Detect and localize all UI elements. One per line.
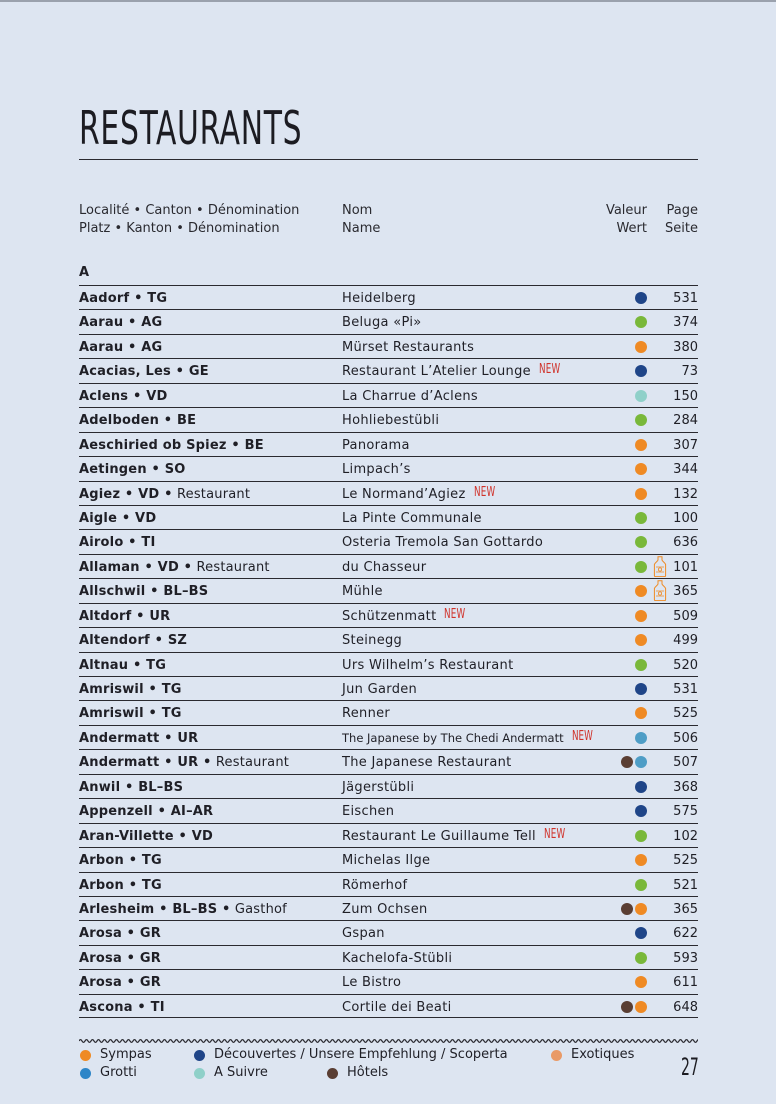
hotels-dot-icon <box>621 903 633 915</box>
locality-cell <box>79 657 166 674</box>
restaurant-name: Limpach’s <box>342 462 411 478</box>
locality-text: Allschwil • BL–BS <box>79 584 209 600</box>
legend-label-hotels: Hôtels <box>347 1065 389 1080</box>
table-row <box>79 749 698 773</box>
restaurant-name-cell <box>342 339 474 356</box>
legend-label-sympas: Sympas <box>100 1047 152 1062</box>
table-row <box>79 896 698 920</box>
restaurant-name-cell <box>342 877 407 894</box>
denomination-text: Restaurant <box>172 486 251 502</box>
table-row <box>79 603 698 627</box>
locality-cell <box>79 925 161 942</box>
table-row <box>79 481 698 505</box>
denomination-text: Gasthof <box>230 901 287 917</box>
restaurant-name: Panorama <box>342 437 410 453</box>
sympas-dot-icon <box>635 610 647 622</box>
value-dots <box>621 756 647 768</box>
page-cell: 611 <box>673 975 698 991</box>
value-dots <box>635 610 647 622</box>
value-dots <box>635 414 647 426</box>
locality-cell <box>79 583 208 600</box>
page-cell: 531 <box>673 682 698 697</box>
page-cell: 593 <box>673 950 698 966</box>
restaurant-name: Gspan <box>342 926 385 942</box>
value-dots <box>635 585 647 597</box>
header-locality-de: Platz • Kanton • Dénomination <box>79 221 280 236</box>
green-dot-icon <box>635 879 647 891</box>
green-dot-icon <box>635 659 647 671</box>
locality-text: Aigle • VD <box>79 510 157 526</box>
locality-cell <box>79 437 264 454</box>
restaurant-name: Beluga «Pi» <box>342 315 422 331</box>
restaurant-name: Restaurant L’Atelier Lounge <box>342 364 531 380</box>
restaurant-name: Jägerstübli <box>342 779 415 795</box>
value-dots <box>635 830 647 842</box>
sympas-dot-icon <box>635 707 647 719</box>
green-dot-icon <box>635 561 647 573</box>
locality-cell <box>79 828 213 845</box>
restaurant-name-cell <box>342 314 422 331</box>
decouvertes-dot-icon <box>635 292 647 304</box>
locality-text: Arbon • TG <box>79 877 162 893</box>
legend-label-asuivre: A Suivre <box>214 1065 268 1080</box>
restaurant-name-cell <box>342 461 411 478</box>
page-top-edge <box>0 0 776 2</box>
locality-text: Aadorf • TG <box>79 291 168 306</box>
page-cell: 73 <box>681 364 698 380</box>
locality-text: Appenzell • AI–AR <box>79 804 214 820</box>
locality-cell <box>79 754 289 771</box>
green-dot-icon <box>635 414 647 426</box>
locality-text: Arosa • GR <box>79 926 161 942</box>
restaurant-name-cell <box>342 779 414 796</box>
locality-text: Arbon • TG <box>79 853 162 869</box>
locality-text: Arosa • GR <box>79 950 161 966</box>
restaurant-name: Le Normand’Agiez <box>342 486 466 502</box>
teal-dot-icon <box>635 756 647 768</box>
restaurant-name: Mürset Restaurants <box>342 339 475 355</box>
value-dots <box>635 439 647 451</box>
locality-cell <box>79 950 161 967</box>
locality-cell <box>79 290 167 307</box>
header-value-de: Wert <box>616 221 647 236</box>
page-cell: 648 <box>673 999 698 1015</box>
new-badge: NEW <box>571 728 593 744</box>
locality-text: Altendorf • SZ <box>79 633 188 649</box>
legend-label-decouvertes: Découvertes / Unsere Empfehlung / Scoperta <box>214 1047 508 1062</box>
table-row <box>79 774 698 798</box>
page-cell: 531 <box>673 291 698 306</box>
locality-cell <box>79 999 165 1016</box>
table-row <box>79 945 698 969</box>
restaurant-name-cell <box>342 754 512 771</box>
table-row <box>79 920 698 944</box>
restaurant-name: The Japanese by The Chedi Andermatt <box>342 730 564 745</box>
green-dot-icon <box>635 316 647 328</box>
header-locality <box>79 202 299 238</box>
locality-text: Andermatt • UR <box>79 730 199 746</box>
restaurant-name: Zum Ochsen <box>342 901 428 917</box>
green-dot-icon <box>635 830 647 842</box>
new-badge: NEW <box>538 362 561 378</box>
restaurant-name: Jun Garden <box>342 682 418 697</box>
value-dots <box>635 683 647 695</box>
restaurant-name-cell <box>342 828 573 845</box>
restaurant-name-cell <box>342 950 452 967</box>
locality-text: Aran-Villette • VD <box>79 828 214 844</box>
table-row <box>79 627 698 651</box>
restaurant-name-cell <box>342 681 417 698</box>
table-row <box>79 676 698 700</box>
green-dot-icon <box>635 952 647 964</box>
green-dot-icon <box>635 512 647 524</box>
asuivre-dot-icon <box>194 1068 205 1079</box>
locality-text: Acacias, Les • GE <box>79 364 209 380</box>
section-letter: A <box>79 265 90 280</box>
restaurant-name-cell <box>342 999 452 1016</box>
page-cell: 525 <box>673 853 698 869</box>
legend-item-asuivre <box>194 1064 268 1082</box>
restaurant-name-cell <box>342 486 502 503</box>
value-dots <box>635 463 647 475</box>
sympas-dot-icon <box>635 463 647 475</box>
wine-bottle-icon <box>653 580 667 601</box>
page-title: RESTAURANTS <box>79 101 303 155</box>
legend-item-grotti <box>80 1064 137 1082</box>
table-row <box>79 285 698 309</box>
teal-dot-icon <box>635 732 647 744</box>
restaurant-name: La Pinte Communale <box>342 510 482 526</box>
restaurant-name: Mühle <box>342 584 383 600</box>
header-name-fr: Nom <box>342 203 373 218</box>
page-cell: 307 <box>673 437 698 453</box>
locality-cell <box>79 779 183 796</box>
exotiques-dot-icon <box>551 1050 562 1061</box>
restaurant-name: du Chasseur <box>342 559 427 575</box>
value-dots <box>635 390 647 402</box>
locality-cell <box>79 901 287 918</box>
locality-cell <box>79 877 162 894</box>
decouvertes-dot-icon <box>635 365 647 377</box>
header-page-fr: Page <box>666 203 698 218</box>
locality-cell <box>79 681 182 698</box>
sympas-dot-icon <box>635 1001 647 1013</box>
restaurant-name-cell <box>342 705 390 722</box>
restaurant-name-cell <box>342 534 543 551</box>
locality-cell <box>79 412 196 429</box>
value-dots <box>621 1001 647 1013</box>
locality-cell <box>79 339 162 356</box>
restaurant-table <box>79 285 698 1018</box>
restaurant-name-cell <box>342 925 385 942</box>
restaurant-name-cell <box>342 901 428 918</box>
locality-cell <box>79 486 250 503</box>
page-cell: 284 <box>673 413 698 429</box>
locality-text: Airolo • TI <box>79 535 156 551</box>
table-row <box>79 456 698 480</box>
legend-item-exotiques <box>551 1046 634 1064</box>
header-page <box>656 202 698 238</box>
locality-text: Aarau • AG <box>79 339 163 355</box>
value-dots <box>635 512 647 524</box>
page-cell: 102 <box>673 828 698 844</box>
header-value <box>590 202 647 238</box>
restaurant-name: Renner <box>342 706 391 722</box>
restaurant-name-cell <box>342 730 599 747</box>
restaurant-name: Kachelofa-Stübli <box>342 950 453 966</box>
locality-text: Altnau • TG <box>79 657 167 673</box>
restaurant-name-cell <box>342 437 410 454</box>
denomination-text: Restaurant <box>211 755 290 771</box>
hotels-dot-icon <box>621 1001 633 1013</box>
table-row <box>79 652 698 676</box>
table-row <box>79 505 698 529</box>
table-row <box>79 407 698 431</box>
grotti-dot-icon <box>80 1068 91 1079</box>
restaurant-name: Cortile dei Beati <box>342 999 452 1015</box>
value-dots <box>635 952 647 964</box>
restaurant-name-cell <box>342 974 401 991</box>
table-row <box>79 554 698 578</box>
restaurant-name-cell <box>342 510 482 527</box>
legend-item-sympas <box>80 1046 152 1064</box>
value-dots <box>635 854 647 866</box>
page-cell: 365 <box>673 901 698 917</box>
denomination-text: Restaurant <box>192 559 270 575</box>
page-cell: 622 <box>673 926 698 942</box>
page-cell: 499 <box>673 633 698 649</box>
header-name-de: Name <box>342 221 381 236</box>
locality-text: Anwil • BL–BS <box>79 779 184 795</box>
locality-cell <box>79 803 213 820</box>
value-dots <box>635 634 647 646</box>
new-badge: NEW <box>473 484 496 500</box>
value-dots <box>635 879 647 891</box>
page-cell: 575 <box>673 804 698 820</box>
restaurant-name: Urs Wilhelm’s Restaurant <box>342 657 514 673</box>
restaurant-name-cell <box>342 290 416 307</box>
page-number: 27 <box>681 1053 699 1081</box>
restaurant-name: Heidelberg <box>342 291 416 306</box>
page-cell: 380 <box>673 339 698 355</box>
restaurant-name-cell <box>342 657 513 674</box>
page-cell: 636 <box>673 535 698 551</box>
restaurant-name-cell <box>342 388 478 405</box>
page-cell: 506 <box>673 730 698 746</box>
locality-text: Andermatt • UR • <box>79 755 212 771</box>
locality-cell <box>79 608 170 625</box>
value-dots <box>635 927 647 939</box>
sympas-dot-icon <box>635 585 647 597</box>
value-dots <box>635 341 647 353</box>
page-cell: 365 <box>673 584 698 600</box>
locality-text: Ascona • TI <box>79 999 165 1015</box>
green-dot-icon <box>635 536 647 548</box>
locality-cell <box>79 632 187 649</box>
locality-cell <box>79 974 161 991</box>
locality-text: Arosa • GR <box>79 975 161 991</box>
table-row <box>79 700 698 724</box>
locality-cell <box>79 705 182 722</box>
restaurant-name-cell <box>342 412 439 429</box>
decouvertes-dot-icon <box>635 683 647 695</box>
table-row <box>79 725 698 749</box>
restaurant-name: Le Bistro <box>342 975 402 991</box>
restaurant-name-cell <box>342 803 394 820</box>
decouvertes-dot-icon <box>635 805 647 817</box>
value-dots <box>635 659 647 671</box>
page-cell: 101 <box>673 559 698 575</box>
legend-label-exotiques: Exotiques <box>571 1047 635 1062</box>
table-row <box>79 432 698 456</box>
table-row <box>79 847 698 871</box>
page-cell: 520 <box>673 657 698 673</box>
table-row <box>79 529 698 553</box>
value-dots <box>635 488 647 500</box>
value-dots <box>635 536 647 548</box>
restaurant-name: Osteria Tremola San Gottardo <box>342 535 544 551</box>
value-dots <box>635 561 647 573</box>
sympas-dot-icon <box>635 488 647 500</box>
hotels-dot-icon <box>621 756 633 768</box>
decouvertes-dot-icon <box>194 1050 205 1061</box>
value-dots <box>635 292 647 304</box>
value-dots <box>635 976 647 988</box>
value-dots <box>635 732 647 744</box>
value-dots <box>635 707 647 719</box>
restaurant-name-cell <box>342 608 473 625</box>
table-row <box>79 994 698 1018</box>
restaurant-name-cell <box>342 363 568 380</box>
header-name <box>342 202 380 238</box>
locality-cell <box>79 314 162 331</box>
sympas-dot-icon <box>635 439 647 451</box>
restaurant-name-cell <box>342 559 426 576</box>
header-value-fr: Valeur <box>605 203 647 218</box>
locality-text: Aeschiried ob Spiez • BE <box>79 437 264 453</box>
table-row <box>79 383 698 407</box>
restaurant-name: La Charrue d’Aclens <box>342 388 478 404</box>
decouvertes-dot-icon <box>635 927 647 939</box>
restaurant-name: Restaurant Le Guillaume Tell <box>342 828 536 844</box>
page-cell: 368 <box>673 779 698 795</box>
wavy-divider <box>79 1037 698 1045</box>
value-dots <box>635 316 647 328</box>
wine-bottle-icon <box>653 556 667 577</box>
legend-label-grotti: Grotti <box>100 1065 137 1080</box>
value-dots <box>635 805 647 817</box>
value-dots <box>621 903 647 915</box>
hotels-dot-icon <box>327 1068 338 1079</box>
restaurant-name: Hohliebestübli <box>342 413 440 429</box>
new-badge: NEW <box>543 826 566 842</box>
locality-cell <box>79 730 198 747</box>
page-cell: 100 <box>673 510 698 526</box>
locality-text: Arlesheim • BL–BS • <box>79 901 231 917</box>
sympas-dot-icon <box>635 341 647 353</box>
legend-item-decouvertes <box>194 1046 508 1064</box>
locality-cell <box>79 559 270 576</box>
locality-text: Altdorf • UR <box>79 608 171 624</box>
restaurant-name-cell <box>342 583 383 600</box>
page-cell: 150 <box>673 388 698 404</box>
page-cell: 344 <box>673 462 698 478</box>
locality-text: Amriswil • TG <box>79 706 182 722</box>
header-page-de: Seite <box>665 221 698 236</box>
restaurant-name: Römerhof <box>342 877 408 893</box>
table-row <box>79 578 698 602</box>
locality-text: Agiez • VD • <box>79 486 173 502</box>
sympas-dot-icon <box>635 976 647 988</box>
value-dots <box>635 365 647 377</box>
page-cell: 374 <box>673 315 698 331</box>
table-row <box>79 969 698 993</box>
restaurant-name: Steinegg <box>342 633 403 649</box>
locality-text: Allaman • VD • <box>79 559 193 575</box>
sympas-dot-icon <box>80 1050 91 1061</box>
sympas-dot-icon <box>635 903 647 915</box>
table-row <box>79 309 698 333</box>
locality-text: Amriswil • TG <box>79 682 182 697</box>
table-row <box>79 358 698 382</box>
sympas-dot-icon <box>635 854 647 866</box>
locality-cell <box>79 534 156 551</box>
new-badge: NEW <box>444 606 466 622</box>
page-cell: 509 <box>673 608 698 624</box>
locality-cell <box>79 363 209 380</box>
locality-cell <box>79 461 186 478</box>
asuivre-dot-icon <box>635 390 647 402</box>
table-row <box>79 334 698 358</box>
locality-text: Aetingen • SO <box>79 462 186 478</box>
page-cell: 507 <box>673 755 698 771</box>
table-row <box>79 823 698 847</box>
restaurant-name: The Japanese Restaurant <box>342 755 512 771</box>
locality-cell <box>79 510 156 527</box>
page-cell: 525 <box>673 706 698 722</box>
table-row <box>79 872 698 896</box>
locality-text: Adelboden • BE <box>79 413 197 429</box>
restaurant-name: Eischen <box>342 804 395 820</box>
restaurant-name-cell <box>342 632 402 649</box>
locality-cell <box>79 852 162 869</box>
page-cell: 132 <box>673 486 698 502</box>
header-locality-fr: Localité • Canton • Dénomination <box>79 203 300 218</box>
restaurant-name: Schützenmatt <box>342 608 437 624</box>
locality-cell <box>79 388 167 405</box>
legend-item-hotels <box>327 1064 388 1082</box>
locality-text: Aarau • AG <box>79 315 163 331</box>
page-cell: 521 <box>673 877 698 893</box>
restaurant-name: Michelas Ilge <box>342 853 431 869</box>
restaurant-name-cell <box>342 852 430 869</box>
locality-text: Aclens • VD <box>79 388 168 404</box>
title-rule <box>79 159 698 160</box>
table-row <box>79 798 698 822</box>
decouvertes-dot-icon <box>635 781 647 793</box>
value-dots <box>635 781 647 793</box>
sympas-dot-icon <box>635 634 647 646</box>
